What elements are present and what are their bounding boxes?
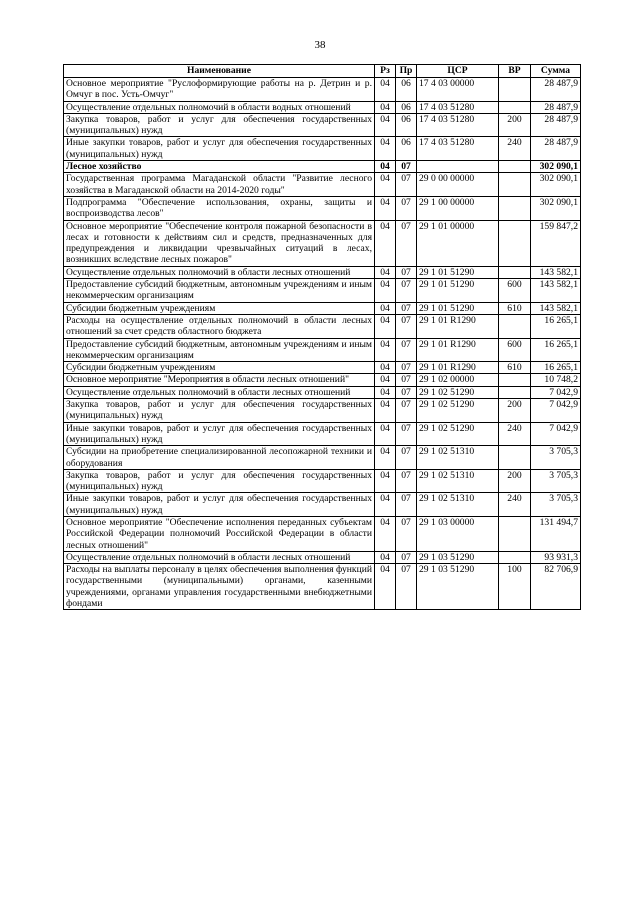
table-row: [64, 446, 581, 470]
cell-name: Подпрограмма "Обеспечение использования, охраны, защиты и воспроизводства лесов": [64, 196, 375, 220]
cell-rz: 04: [375, 446, 396, 470]
cell-pr: 07: [396, 399, 417, 423]
table-row: [64, 279, 581, 303]
cell-sum: 159 847,2: [531, 220, 581, 266]
cell-csr: 29 0 00 00000: [417, 173, 499, 197]
cell-vr: [499, 386, 531, 398]
cell-vr: 610: [499, 362, 531, 374]
cell-pr: 06: [396, 137, 417, 161]
table-row: [64, 551, 581, 563]
cell-csr: 17 4 03 51280: [417, 137, 499, 161]
table-row: [64, 302, 581, 314]
table-row: [64, 78, 581, 102]
cell-vr: [499, 516, 531, 551]
cell-sum: 93 931,3: [531, 551, 581, 563]
cell-pr: 07: [396, 220, 417, 266]
budget-table: [63, 64, 581, 610]
cell-pr: 07: [396, 493, 417, 517]
cell-sum: 28 487,9: [531, 137, 581, 161]
cell-sum: 3 705,3: [531, 469, 581, 493]
cell-pr: 07: [396, 173, 417, 197]
cell-name: Закупка товаров, работ и услуг для обеспечения государственных (муниципальных) нужд: [64, 399, 375, 423]
table-row: [64, 338, 581, 362]
cell-sum: 302 090,1: [531, 161, 581, 173]
cell-rz: 04: [375, 78, 396, 102]
cell-pr: 07: [396, 279, 417, 303]
cell-name: Лесное хозяйство: [64, 161, 375, 173]
cell-vr: [499, 446, 531, 470]
cell-pr: 06: [396, 78, 417, 102]
cell-rz: 04: [375, 314, 396, 338]
cell-vr: 200: [499, 113, 531, 137]
cell-pr: 07: [396, 161, 417, 173]
cell-name: Предоставление субсидий бюджетным, автономным учреждениям и иным некоммерческим организациям: [64, 338, 375, 362]
cell-rz: 04: [375, 493, 396, 517]
cell-sum: 28 487,9: [531, 78, 581, 102]
cell-sum: 82 706,9: [531, 564, 581, 610]
cell-name: Субсидии бюджетным учреждениям: [64, 302, 375, 314]
cell-csr: 29 1 02 51310: [417, 469, 499, 493]
cell-vr: [499, 78, 531, 102]
cell-rz: 04: [375, 101, 396, 113]
cell-csr: 29 1 02 00000: [417, 374, 499, 386]
table-row: [64, 113, 581, 137]
cell-sum: 143 582,1: [531, 302, 581, 314]
cell-rz: 04: [375, 374, 396, 386]
cell-pr: 06: [396, 101, 417, 113]
cell-name: Расходы на выплаты персоналу в целях обеспечения выполнения функций государственными (муниципальными) органами, казенными учреждениями, органами управления государственными внебюджетными фондами: [64, 564, 375, 610]
cell-name: Субсидии на приобретение специализированной лесопожарной техники и оборудования: [64, 446, 375, 470]
cell-rz: 04: [375, 564, 396, 610]
cell-csr: 29 1 01 51290: [417, 302, 499, 314]
cell-name: Предоставление субсидий бюджетным, автономным учреждениям и иным некоммерческим организациям: [64, 279, 375, 303]
cell-vr: 610: [499, 302, 531, 314]
table-row: [64, 101, 581, 113]
cell-vr: [499, 196, 531, 220]
cell-sum: 7 042,9: [531, 399, 581, 423]
cell-pr: 07: [396, 516, 417, 551]
cell-vr: [499, 173, 531, 197]
table-row: [64, 362, 581, 374]
cell-rz: 04: [375, 551, 396, 563]
cell-csr: 29 1 00 00000: [417, 196, 499, 220]
table-header-row: [64, 65, 581, 78]
cell-vr: [499, 551, 531, 563]
cell-pr: 07: [396, 386, 417, 398]
cell-vr: [499, 101, 531, 113]
cell-pr: 07: [396, 374, 417, 386]
cell-pr: 07: [396, 469, 417, 493]
header-rz: Рз: [375, 65, 396, 78]
header-name: Наименование: [64, 65, 375, 78]
cell-name: Иные закупки товаров, работ и услуг для обеспечения государственных (муниципальных) нужд: [64, 493, 375, 517]
table-row: [64, 386, 581, 398]
table-row: [64, 161, 581, 173]
cell-pr: 07: [396, 551, 417, 563]
cell-csr: 29 1 01 00000: [417, 220, 499, 266]
cell-sum: 3 705,3: [531, 493, 581, 517]
cell-csr: 29 1 02 51290: [417, 399, 499, 423]
table-row: [64, 469, 581, 493]
cell-sum: 16 265,1: [531, 314, 581, 338]
table-row: [64, 220, 581, 266]
cell-vr: [499, 220, 531, 266]
cell-csr: 29 1 01 51290: [417, 279, 499, 303]
table-row: [64, 314, 581, 338]
cell-rz: 04: [375, 469, 396, 493]
cell-sum: 16 265,1: [531, 362, 581, 374]
cell-sum: 28 487,9: [531, 113, 581, 137]
header-vr: ВР: [499, 65, 531, 78]
cell-vr: 240: [499, 137, 531, 161]
table-row: [64, 399, 581, 423]
cell-sum: 16 265,1: [531, 338, 581, 362]
cell-vr: [499, 161, 531, 173]
cell-pr: 07: [396, 266, 417, 278]
cell-sum: 131 494,7: [531, 516, 581, 551]
cell-csr: 29 1 01 R1290: [417, 362, 499, 374]
cell-pr: 07: [396, 564, 417, 610]
cell-rz: 04: [375, 399, 396, 423]
cell-csr: 29 1 02 51310: [417, 493, 499, 517]
cell-rz: 04: [375, 113, 396, 137]
cell-pr: 07: [396, 314, 417, 338]
cell-name: Государственная программа Магаданской области "Развитие лесного хозяйства в Магаданской области на 2014-2020 годы": [64, 173, 375, 197]
table-row: [64, 516, 581, 551]
cell-rz: 04: [375, 279, 396, 303]
cell-rz: 04: [375, 362, 396, 374]
cell-vr: [499, 314, 531, 338]
cell-sum: 10 748,2: [531, 374, 581, 386]
cell-name: Основное мероприятие "Обеспечение исполнения переданных субъектам Российской Федерации полномочий Российской Федерации в области лесных отношений": [64, 516, 375, 551]
cell-name: Субсидии бюджетным учреждениям: [64, 362, 375, 374]
cell-csr: 17 4 03 51280: [417, 101, 499, 113]
cell-csr: [417, 161, 499, 173]
table-row: [64, 564, 581, 610]
cell-sum: 302 090,1: [531, 173, 581, 197]
cell-sum: 7 042,9: [531, 422, 581, 446]
table-row: [64, 173, 581, 197]
cell-csr: 29 1 01 51290: [417, 266, 499, 278]
cell-sum: 143 582,1: [531, 279, 581, 303]
cell-csr: 29 1 01 R1290: [417, 314, 499, 338]
cell-vr: 600: [499, 338, 531, 362]
cell-sum: 143 582,1: [531, 266, 581, 278]
table-row: [64, 493, 581, 517]
table-row: [64, 137, 581, 161]
table-body: [64, 78, 581, 610]
cell-name: Иные закупки товаров, работ и услуг для обеспечения государственных (муниципальных) нужд: [64, 137, 375, 161]
page-number: 38: [314, 39, 326, 51]
cell-name: Основное мероприятие "Мероприятия в области лесных отношений": [64, 374, 375, 386]
table-row: [64, 266, 581, 278]
cell-rz: 04: [375, 220, 396, 266]
header-csr: ЦСР: [417, 65, 499, 78]
cell-rz: 04: [375, 338, 396, 362]
cell-pr: 07: [396, 196, 417, 220]
cell-name: Закупка товаров, работ и услуг для обеспечения государственных (муниципальных) нужд: [64, 469, 375, 493]
header-pr: Пр: [396, 65, 417, 78]
cell-vr: 240: [499, 493, 531, 517]
cell-rz: 04: [375, 422, 396, 446]
cell-rz: 04: [375, 137, 396, 161]
cell-sum: 302 090,1: [531, 196, 581, 220]
cell-sum: 7 042,9: [531, 386, 581, 398]
cell-sum: 28 487,9: [531, 101, 581, 113]
cell-csr: 29 1 03 51290: [417, 551, 499, 563]
cell-name: Осуществление отдельных полномочий в области водных отношений: [64, 101, 375, 113]
cell-name: Расходы на осуществление отдельных полномочий в области лесных отношений за счет средств областного бюджета: [64, 314, 375, 338]
cell-name: Закупка товаров, работ и услуг для обеспечения государственных (муниципальных) нужд: [64, 113, 375, 137]
cell-vr: [499, 266, 531, 278]
cell-rz: 04: [375, 516, 396, 551]
cell-name: Иные закупки товаров, работ и услуг для обеспечения государственных (муниципальных) нужд: [64, 422, 375, 446]
cell-name: Осуществление отдельных полномочий в области лесных отношений: [64, 266, 375, 278]
cell-pr: 07: [396, 302, 417, 314]
cell-name: Основное мероприятие "Обеспечение контроля пожарной безопасности в лесах и готовности к действиям сил и средств, предназначенных для предупреждения и ликвидации чрезвычайных ситуаций в лесах, возникших вследствие лесных пожаров": [64, 220, 375, 266]
cell-csr: 17 4 03 00000: [417, 78, 499, 102]
cell-pr: 07: [396, 422, 417, 446]
cell-rz: 04: [375, 173, 396, 197]
cell-sum: 3 705,3: [531, 446, 581, 470]
cell-csr: 29 1 02 51290: [417, 422, 499, 446]
table-row: [64, 422, 581, 446]
table-row: [64, 196, 581, 220]
cell-vr: [499, 374, 531, 386]
cell-vr: 600: [499, 279, 531, 303]
cell-csr: 29 1 01 R1290: [417, 338, 499, 362]
cell-vr: 200: [499, 469, 531, 493]
cell-pr: 07: [396, 446, 417, 470]
cell-pr: 06: [396, 113, 417, 137]
cell-name: Основное мероприятие "Руслоформирующие работы на р. Детрин и р. Омчуг в пос. Усть-Омчуг": [64, 78, 375, 102]
cell-vr: 200: [499, 399, 531, 423]
cell-csr: 29 1 03 51290: [417, 564, 499, 610]
cell-vr: 240: [499, 422, 531, 446]
cell-rz: 04: [375, 266, 396, 278]
header-sum: Сумма: [531, 65, 581, 78]
cell-rz: 04: [375, 386, 396, 398]
table-row: [64, 374, 581, 386]
cell-name: Осуществление отдельных полномочий в области лесных отношений: [64, 551, 375, 563]
cell-vr: 100: [499, 564, 531, 610]
cell-csr: 29 1 03 00000: [417, 516, 499, 551]
cell-csr: 17 4 03 51280: [417, 113, 499, 137]
cell-name: Осуществление отдельных полномочий в области лесных отношений: [64, 386, 375, 398]
cell-rz: 04: [375, 196, 396, 220]
cell-rz: 04: [375, 161, 396, 173]
cell-pr: 07: [396, 362, 417, 374]
cell-pr: 07: [396, 338, 417, 362]
cell-rz: 04: [375, 302, 396, 314]
cell-csr: 29 1 02 51290: [417, 386, 499, 398]
cell-csr: 29 1 02 51310: [417, 446, 499, 470]
